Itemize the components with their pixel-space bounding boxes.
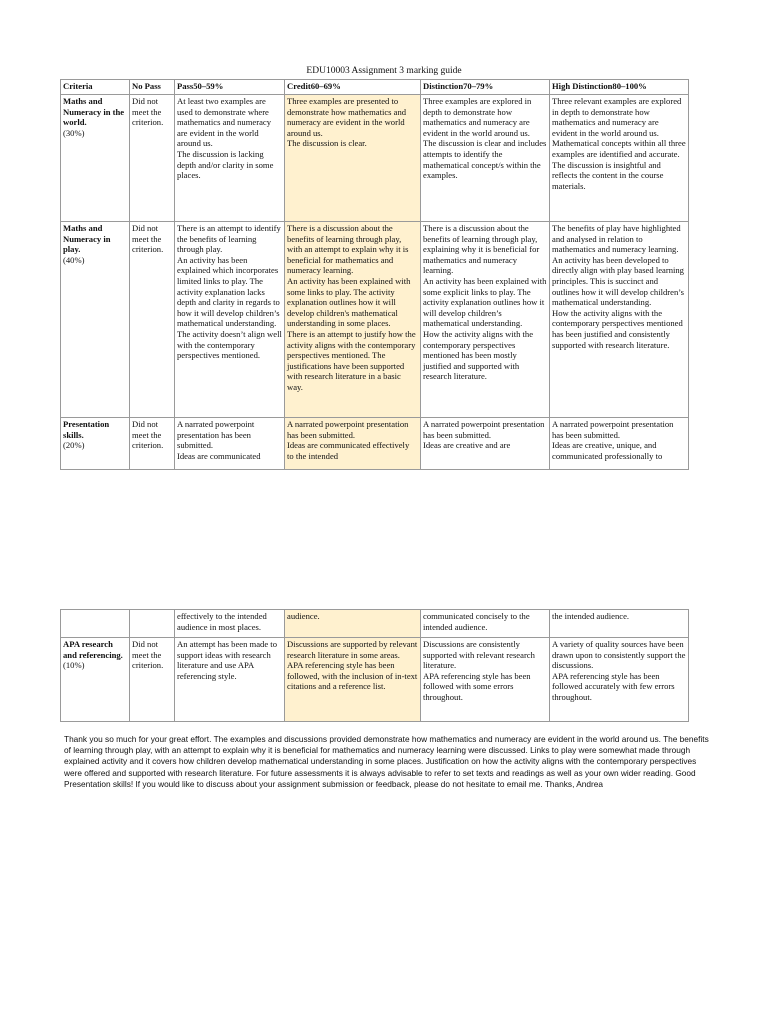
descriptor-line: APA referencing style has been followed accurately with few errors throughout. [552, 670, 675, 702]
criterion-cell [61, 95, 130, 222]
criterion-cell [61, 222, 130, 418]
credit-cell-selected [285, 222, 421, 418]
descriptor-line: At least two examples are used to demonstrate where mathematics and numeracy are evident in the world around us. [177, 96, 272, 149]
high-distinction-cell [550, 95, 689, 222]
descriptor-line: Mathematical concepts within all three examples are identified and accurate. [552, 138, 686, 159]
descriptor-line: APA referencing style has been followed, with the inclusion of in-text citations and a reference list. [287, 660, 418, 692]
header-credit: Credit60–69% [285, 80, 421, 95]
descriptor-line: An activity has been explained with some links to play. The activity explanation outlines how it will develop children's mathematical understanding in some places. [287, 275, 411, 329]
descriptor-line: The activity doesn’t align well with the contemporary perspectives mentioned. [177, 328, 282, 361]
descriptor-line: An attempt has been made to support ideas with research literature and use APA referencing style. [177, 639, 277, 681]
criterion-title: APA research and referencing. [63, 639, 123, 660]
rubric-header-row [61, 80, 689, 95]
distinction-cell: communicated concisely to the intended audience. [421, 610, 550, 638]
criterion-weight: (20%) [63, 440, 85, 451]
descriptor-line: There is an attempt to identify the benefits of learning through play. [177, 223, 281, 255]
descriptor-line: The benefits of play have highlighted and analysed in relation to mathematics and numeracy learning. [552, 223, 681, 255]
criterion-title: Maths and Numeracy in play. [63, 223, 111, 255]
distinction-cell [421, 95, 550, 222]
descriptor-line: The discussion is lacking depth and/or clarity in some places. [177, 148, 274, 181]
descriptor-line: There is an attempt to justify how the activity aligns with the contemporary perspectives mentioned. The justifications have been supported with research literature in a basic way. [287, 328, 416, 392]
high-distinction-cell: the intended audience. [550, 610, 689, 638]
pass-cell [175, 638, 285, 722]
descriptor-line: APA referencing style has been followed with some errors throughout. [423, 670, 531, 702]
descriptor-line: Ideas are creative, unique, and communicated professionally to [552, 440, 663, 461]
no-pass-cell: Did not meet the criterion. [130, 638, 175, 722]
descriptor-line: A narrated powerpoint presentation has been submitted. [287, 419, 409, 440]
header-distinction: Distinction70–79% [421, 80, 550, 95]
criterion-title: Maths and Numeracy in the world. [63, 96, 125, 128]
descriptor-line: The discussion is insightful and reflects the content in the course materials. [552, 159, 664, 191]
no-pass-cell: Did not meet the criterion. [130, 222, 175, 418]
header-high-distinction: High Distinction80–100% [550, 80, 689, 95]
feedback-comment: Thank you so much for your great effort. The examples and discussions provided demonstrate how mathematics and numeracy are evident in the world around us. The benefits of learning through play, with an attempt to explain why it is beneficial for mathematics and numeracy learning were discussed. Links to play were somewhat made through explained activity and it covers how children develop mathematical understanding in some places. Justification on how the activity aligns with the contemporary perspectives were offered and supported with research literature. For future assessments it is always advisable to refer to set texts and readings as well as your own wider reading. Good Presentation skills! If you would like to discuss about your assignment submission or feedback, please do not hesitate to email me. Thanks, Andrea [64, 734, 709, 789]
rubric-row-apa [61, 638, 689, 722]
descriptor-line: Discussions are supported by relevant research literature in some areas. [287, 639, 418, 660]
descriptor-line: An activity has been developed to directly align with play based learning principles. This is succinct and outlines how it will develop children’s mathematical understanding. [552, 254, 684, 308]
distinction-cell [421, 638, 550, 722]
rubric-row-maths-play [61, 222, 689, 418]
descriptor-line: Three examples are presented to demonstrate how mathematics and numeracy are evident in the world around us. [287, 96, 407, 138]
criterion-weight: (40%) [63, 254, 85, 265]
pass-cell [175, 418, 285, 470]
high-distinction-cell [550, 638, 689, 722]
descriptor-line: There is a discussion about the benefits of learning through play, with an attempt to explain why it is beneficial for mathematics and numeracy learning. [287, 223, 409, 276]
descriptor-line: A variety of quality sources have been drawn upon to consistently support the discussions. [552, 639, 686, 671]
descriptor-line: Ideas are communicated [177, 450, 261, 461]
credit-cell-selected: audience. [285, 610, 421, 638]
descriptor-line: A narrated powerpoint presentation has been submitted. [423, 419, 545, 440]
criterion-cell [61, 638, 130, 722]
no-pass-cell [130, 610, 175, 638]
no-pass-cell: Did not meet the criterion. [130, 95, 175, 222]
criterion-title: Presentation skills. [63, 419, 110, 440]
credit-cell-selected [285, 95, 421, 222]
marking-rubric-table-continued [60, 609, 689, 722]
header-criteria: Criteria [61, 80, 130, 95]
criterion-weight: (10%) [63, 660, 85, 671]
descriptor-line: The discussion is clear. [287, 138, 367, 149]
descriptor-line: Discussions are consistently supported with relevant research literature. [423, 639, 535, 671]
rubric-row-presentation-continued [61, 610, 689, 638]
descriptor-line: How the activity aligns with the contemporary perspectives mentioned has been mostly justified and supported with research literature. [423, 328, 534, 382]
descriptor-line: Three examples are explored in depth to demonstrate how mathematics and numeracy are evident in the world around us. [423, 96, 532, 138]
header-no-pass: No Pass [130, 80, 175, 95]
criterion-cell [61, 610, 130, 638]
pass-cell: effectively to the intended audience in most places. [175, 610, 285, 638]
criterion-weight: (30%) [63, 127, 85, 138]
marking-rubric-table [60, 79, 689, 470]
criterion-cell [61, 418, 130, 470]
distinction-cell [421, 418, 550, 470]
no-pass-cell: Did not meet the criterion. [130, 418, 175, 470]
rubric-row-maths-world [61, 95, 689, 222]
pass-cell [175, 95, 285, 222]
descriptor-line: The discussion is clear and includes attempts to identify the mathematical concept/s within the examples. [423, 138, 547, 181]
descriptor-line: A narrated powerpoint presentation has been submitted. [552, 419, 674, 440]
credit-cell-selected [285, 418, 421, 470]
descriptor-line: Ideas are communicated effectively to the intended [287, 440, 410, 461]
descriptor-line: There is a discussion about the benefits of learning through play, explaining why it is beneficial for mathematics and numeracy learning. [423, 223, 540, 276]
descriptor-line: How the activity aligns with the contemporary perspectives mentioned has been justified and consistently supported with research literature. [552, 307, 683, 350]
descriptor-line: Three relevant examples are explored in depth to demonstrate how mathematics and numeracy are evident in the world around us. [552, 96, 682, 138]
high-distinction-cell [550, 418, 689, 470]
high-distinction-cell [550, 222, 689, 418]
document-title: EDU10003 Assignment 3 marking guide [306, 66, 462, 76]
descriptor-line: Ideas are creative and are [423, 440, 511, 451]
rubric-row-presentation [61, 418, 689, 470]
credit-cell-selected [285, 638, 421, 722]
descriptor-line: An activity has been explained which incorporates limited links to play. The activity explanation lacks depth and clarity in regards to how it will develop children’s mathematical understanding. [177, 254, 280, 329]
distinction-cell [421, 222, 550, 418]
pass-cell [175, 222, 285, 418]
descriptor-line: An activity has been explained with some explicit links to play. The activity explanation outlines how it will develop children’s mathematical understanding. [423, 275, 547, 329]
header-pass: Pass50–59% [175, 80, 285, 95]
descriptor-line: A narrated powerpoint presentation has been submitted. [177, 419, 255, 451]
